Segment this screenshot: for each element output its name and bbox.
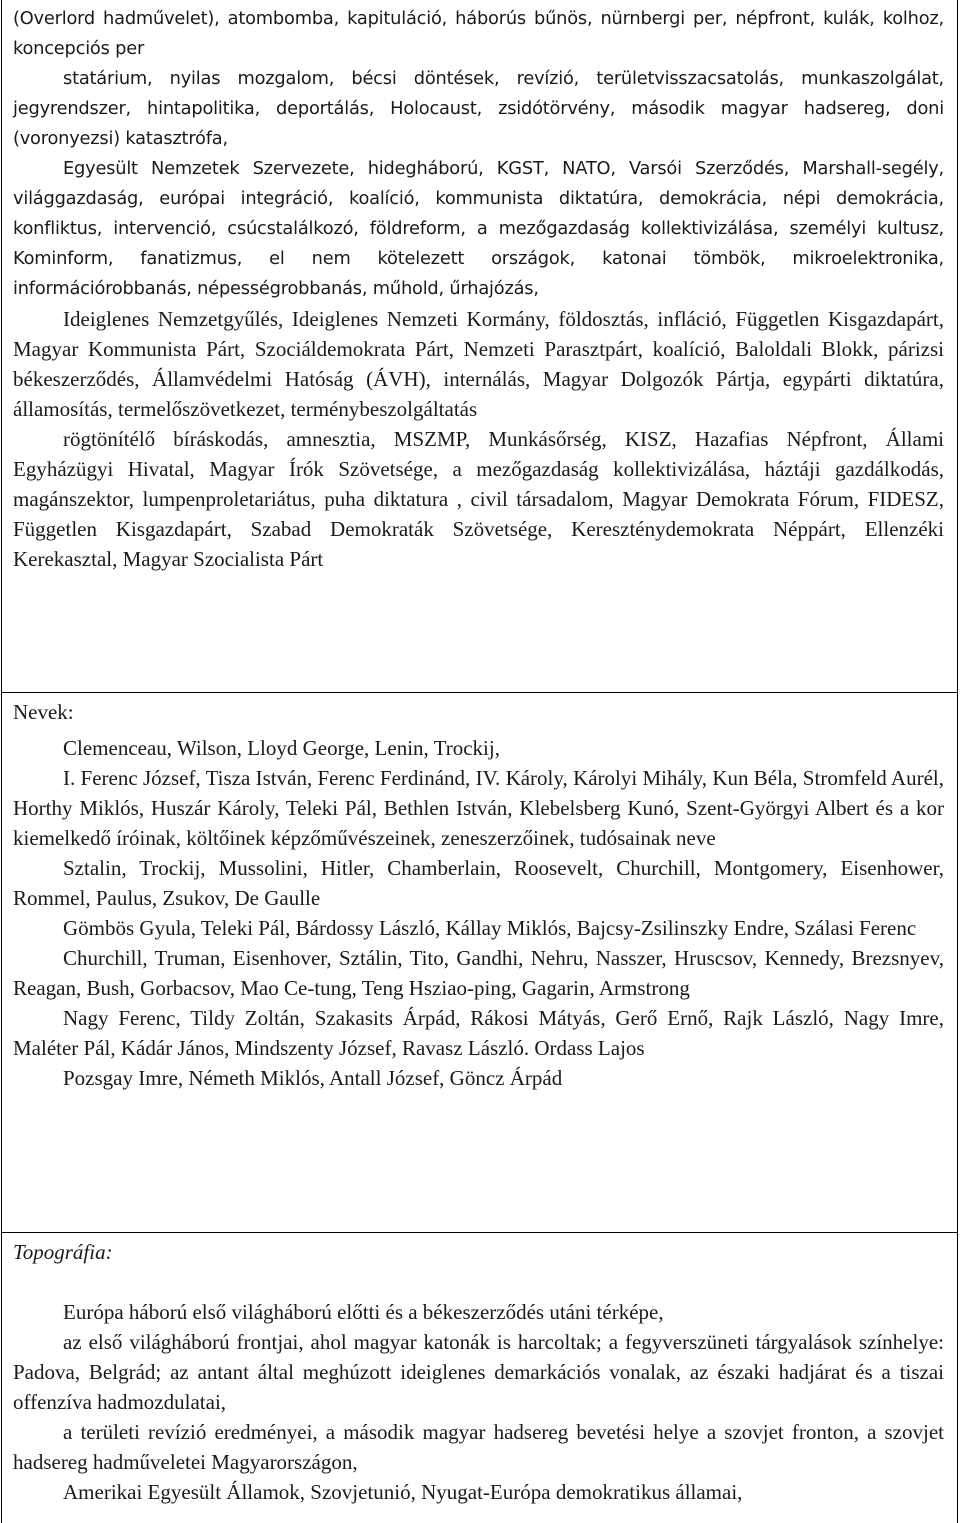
terms-paragraph: Egyesült Nemzetek Szervezete, hidegháború, KGST, NATO, Varsói Szerződés, Marshall-segély, világgazdaság, európai integráció, koalíció, kommunista diktatúra, demokrácia, népi demokrácia, konfliktus, intervenció, csúcstalálkozó, földreform, a mezőgazdaság kollektivizálása, személyi kultusz, Kominform, fanatizmus, el nem kötelezett országok, katonai tömbök, mikroelektronika, információrobbanás, népességrobbanás, műhold, űrhajózás, bbox=[13, 158, 944, 299]
names-paragraph: Churchill, Truman, Eisenhover, Sztálin, Tito, Gandhi, Nehru, Nasszer, Hruscsov, Kennedy, Brezsnyev, Reagan, Bush, Gorbacsov, Mao Ce-tung, Teng Hsziao-ping, Gagarin, Armstrong bbox=[13, 946, 944, 1000]
topography-table-cell bbox=[1, 1233, 958, 1523]
names-paragraph: Pozsgay Imre, Németh Miklós, Antall József, Göncz Árpád bbox=[63, 1066, 563, 1090]
names-heading: Nevek: bbox=[13, 700, 74, 724]
topography-heading: Topográfia: bbox=[13, 1240, 113, 1264]
terms-sans-block bbox=[13, 4, 944, 304]
terms-paragraph: Ideiglenes Nemzetgyűlés, Ideiglenes Nemzeti Kormány, földosztás, infláció, Független Kisgazdapárt, Magyar Kommunista Párt, Szociáldemokrata Párt, Nemzeti Parasztpárt, koalíció, Baloldali Blokk, párizsi békeszerződés, Államvédelmi Hatóság (ÁVH), internálás, Magyar Dolgozók Pártja, egypárti diktatúra, államosítás, termelőszövetkezet, terménybeszolgáltatás bbox=[13, 307, 944, 421]
terms-table-cell bbox=[1, 0, 958, 693]
terms-paragraph: rögtönítélő bíráskodás, amnesztia, MSZMP, Munkásőrség, KISZ, Hazafias Népfront, Állami Egyházügyi Hivatal, Magyar Írók Szövetsége, a mezőgazdaság kollektivizálása, háztáji gazdálkodás, magánszektor, lumpenproletariátus, puha diktatura , civil társadalom, Magyar Demokrata Fórum, FIDESZ, Független Kisgazdapárt, Szabad Demokraták Szövetsége, Kereszténydemokrata Néppárt, Ellenzéki Kerekasztal, Magyar Szocialista Párt bbox=[13, 427, 944, 571]
names-paragraph: I. Ferenc József, Tisza István, Ferenc Ferdinánd, IV. Károly, Károlyi Mihály, Kun Béla, Stromfeld Aurél, Horthy Miklós, Huszár Károly, Teleki Pál, Bethlen István, Klebelsberg Kunó, Szent-Györgyi Albert és a kor kiemelkedő íróinak, költőinek képzőművészeinek, zeneszerzőinek, tudósainak neve bbox=[13, 766, 944, 850]
names-paragraph: Gömbös Gyula, Teleki Pál, Bárdossy László, Kállay Miklós, Bajcsy-Zsilinszky Endre, Szálasi Ferenc bbox=[63, 916, 917, 940]
topography-paragraph: Európa háború első világháború előtti és a békeszerződés utáni térképe, bbox=[63, 1300, 664, 1324]
names-paragraph: Clemenceau, Wilson, Lloyd George, Lenin, Trockij, bbox=[63, 736, 500, 760]
terms-serif-block bbox=[13, 304, 944, 574]
topography-paragraph: Amerikai Egyesült Államok, Szovjetunió, Nyugat-Európa demokratikus államai, bbox=[63, 1480, 743, 1504]
topography-paragraph: a területi revízió eredményei, a második magyar hadsereg bevetési helye a szovjet fronton, a szovjet hadsereg hadműveletei Magyarországon, bbox=[13, 1420, 944, 1474]
terms-paragraph: statárium, nyilas mozgalom, bécsi döntések, revízió, területvisszacsatolás, munkaszolgálat, jegyrendszer, hintapolitika, deportálás, Holocaust, zsidótörvény, második magyar hadsereg, doni (voronyezsi) katasztrófa, bbox=[13, 68, 944, 149]
names-table-cell bbox=[1, 693, 958, 1233]
names-paragraph: Nagy Ferenc, Tildy Zoltán, Szakasits Árpád, Rákosi Mátyás, Gerő Ernő, Rajk László, Nagy Imre, Maléter Pál, Kádár János, Mindszenty József, Ravasz László. Ordass Lajos bbox=[13, 1006, 944, 1060]
names-paragraph: Sztalin, Trockij, Mussolini, Hitler, Chamberlain, Roosevelt, Churchill, Montgomery, Eisenhower, Rommel, Paulus, Zsukov, De Gaulle bbox=[13, 856, 944, 910]
terms-paragraph: (Overlord hadművelet), atombomba, kapituláció, háborús bűnös, nürnbergi per, népfront, kulák, kolhoz, koncepciós per bbox=[13, 8, 944, 59]
topography-paragraph: az első világháború frontjai, ahol magyar katonák is harcoltak; a fegyverszüneti tárgyalások színhelye: Padova, Belgrád; az antant által meghúzott ideiglenes demarkációs vonalak, az északi hadjárat és a tiszai offenzíva hadmozdulatai, bbox=[13, 1330, 944, 1414]
spacer bbox=[13, 1267, 944, 1297]
